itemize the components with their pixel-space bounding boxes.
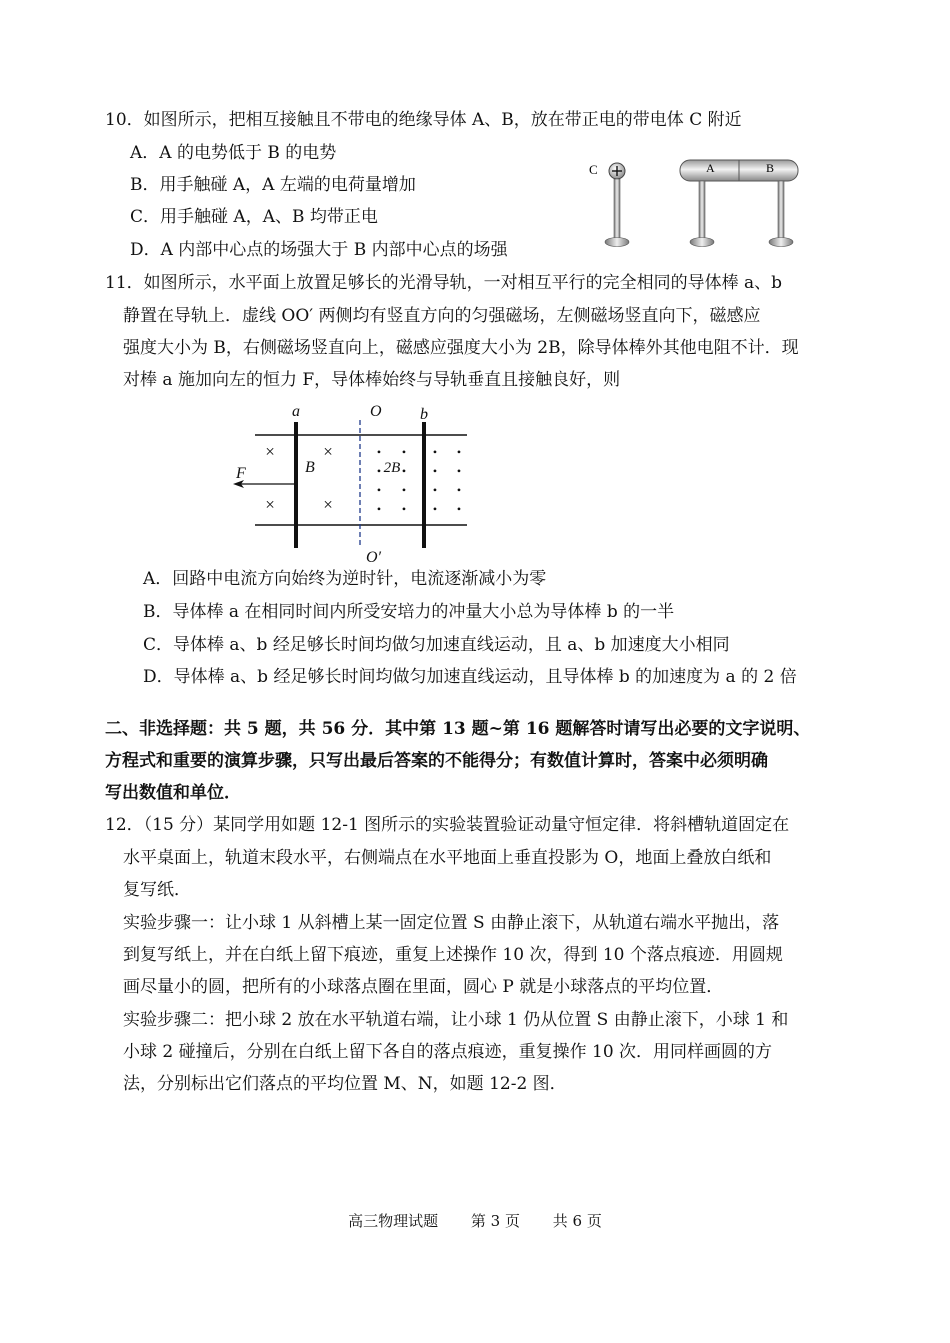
q10-option-d: D．A 内部中心点的场强大于 B 内部中心点的场强	[130, 240, 508, 260]
q10-figure	[585, 150, 810, 255]
q12-line-5: 到复写纸上，并在白纸上留下痕迹，重复上述操作 10 次，得到 10 个落点痕迹．用圆规	[123, 945, 783, 965]
label-o: O	[370, 403, 382, 420]
q12-line-8: 小球 2 碰撞后，分别在白纸上留下各自的落点痕迹，重复操作 10 次．用同样画圆的方	[123, 1042, 773, 1062]
page-footer	[0, 1210, 950, 1231]
field-dot: •	[376, 502, 382, 516]
field-dot: •	[432, 483, 438, 497]
q11-line-1: 11．如图所示，水平面上放置足够长的光滑导轨，一对相互平行的完全相同的导体棒 a、b	[105, 273, 783, 293]
q12-line-1: 12．（15 分）某同学用如题 12-1 图所示的实验装置验证动量守恒定律．将斜槽轨道固定在	[105, 815, 790, 835]
section2-heading-3: 写出数值和单位．	[105, 783, 241, 803]
field-dot: •	[401, 502, 407, 516]
field-cross: ×	[323, 495, 333, 514]
q12-line-6: 画尽量小的圆，把所有的小球落点圈在里面，圆心 P 就是小球落点的平均位置．	[123, 977, 724, 997]
q10-stem: 10．如图所示，把相互接触且不带电的绝缘导体 A、B，放在带正电的带电体 C 附近	[105, 110, 742, 130]
q11-line-2: 静置在导轨上．虚线 OO′ 两侧均有竖直方向的匀强磁场，左侧磁场竖直向下，磁感应	[123, 306, 761, 326]
q11-option-a: A．回路中电流方向始终为逆时针，电流逐渐减小为零	[143, 569, 547, 589]
label-o-prime: O′	[366, 549, 382, 566]
q11-option-d: D．导体棒 a、b 经足够长时间均做匀加速直线运动，且导体棒 b 的加速度为 a 的 2 倍	[143, 667, 797, 687]
field-dot: •	[432, 464, 438, 478]
field-dot: •	[432, 502, 438, 516]
q11-option-b: B．导体棒 a 在相同时间内所受安培力的冲量大小总为导体棒 b 的一半	[143, 602, 675, 622]
field-dot: •	[401, 445, 407, 459]
q10-option-b: B．用手触碰 A，A 左端的电荷量增加	[130, 175, 416, 195]
field-dot: •	[376, 464, 382, 478]
field-2b-label: 2B	[383, 460, 401, 476]
section2-heading-1: 二、非选择题：共 5 题，共 56 分．其中第 13 题~第 16 题解答时请写出必要的文字说明、	[105, 719, 811, 739]
q10-option-a: A．A 的电势低于 B 的电势	[130, 143, 337, 163]
field-dot: •	[456, 502, 462, 516]
charged-body-c	[605, 163, 629, 247]
q11-option-c: C．导体棒 a、b 经足够长时间均做匀加速直线运动，且 a、b 加速度大小相同	[143, 635, 730, 655]
field-dot: •	[432, 445, 438, 459]
field-b-label: B	[305, 459, 315, 476]
footer-page: 第 3 页	[470, 1212, 520, 1230]
q12-line-4: 实验步骤一：让小球 1 从斜槽上某一固定位置 S 由静止滚下，从轨道右端水平抛出，落	[123, 913, 780, 933]
q11-line-4: 对棒 a 施加向左的恒力 F，导体棒始终与导轨垂直且接触良好，则	[123, 370, 621, 390]
field-cross: ×	[323, 442, 333, 461]
field-dot: •	[456, 464, 462, 478]
rod-a-label: a	[292, 403, 300, 420]
field-dot: •	[456, 483, 462, 497]
force-f-label: F	[236, 465, 246, 482]
conductor-b-label: B	[766, 161, 775, 175]
field-dot: •	[376, 483, 382, 497]
footer-total: 共 6 页	[552, 1212, 602, 1230]
field-dot: •	[456, 445, 462, 459]
field-dot: •	[401, 464, 407, 478]
q11-figure	[225, 398, 475, 570]
conductor-ab	[680, 160, 798, 247]
rod-b-label: b	[420, 406, 428, 423]
q12-line-3: 复写纸．	[123, 880, 191, 900]
q10-option-c: C．用手触碰 A，A、B 均带正电	[130, 207, 378, 227]
conductor-a-label: A	[706, 161, 715, 175]
charge-c-label: C	[589, 162, 598, 177]
q11-line-3: 强度大小为 B，右侧磁场竖直向上，磁感应强度大小为 2B，除导体棒外其他电阻不计．现	[123, 338, 799, 358]
section2-heading-2: 方程式和重要的演算步骤，只写出最后答案的不能得分；有数值计算时，答案中必须明确	[105, 751, 768, 771]
field-cross: ×	[265, 442, 275, 461]
field-dot: •	[401, 483, 407, 497]
field-dot: •	[376, 445, 382, 459]
force-arrow	[233, 480, 295, 488]
footer-title: 高三物理试题	[348, 1212, 439, 1230]
field-cross: ×	[265, 495, 275, 514]
q12-line-2: 水平桌面上，轨道末段水平，右侧端点在水平地面上垂直投影为 O，地面上叠放白纸和	[123, 848, 772, 868]
q12-line-9: 法，分别标出它们落点的平均位置 M、N，如题 12-2 图．	[123, 1074, 567, 1094]
q12-line-7: 实验步骤二：把小球 2 放在水平轨道右端，让小球 1 仍从位置 S 由静止滚下，小球 1 和	[123, 1010, 789, 1030]
